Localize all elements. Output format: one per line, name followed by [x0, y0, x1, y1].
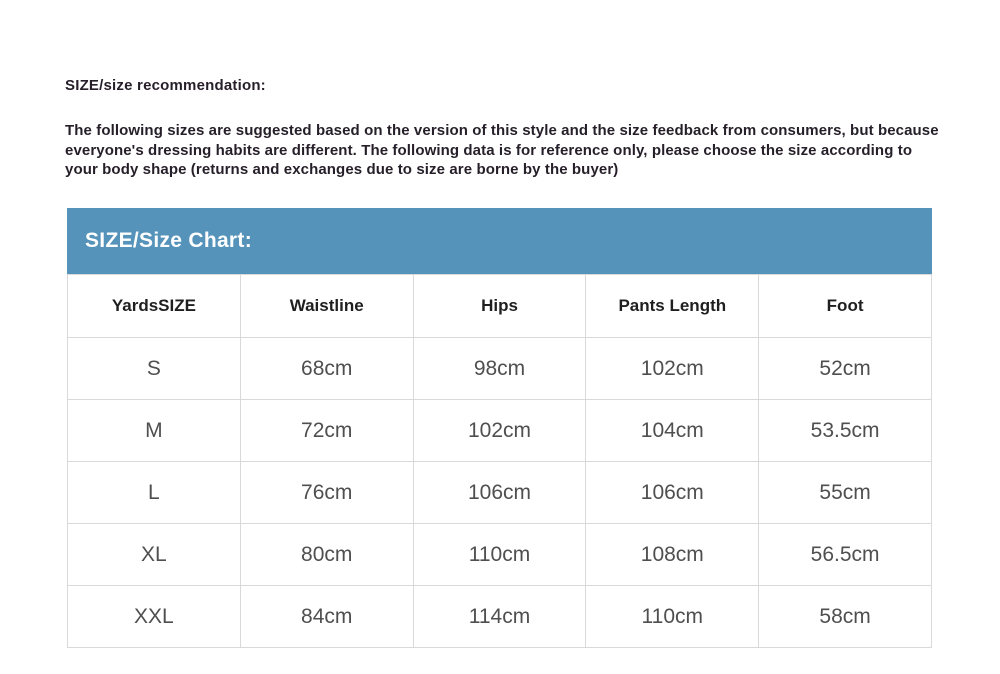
size-cell: XXL	[68, 586, 241, 648]
size-cell: XL	[68, 524, 241, 586]
size-chart	[67, 208, 932, 648]
size-cell: L	[68, 462, 241, 524]
hips-cell: 102cm	[413, 400, 586, 462]
size-recommendation-heading: SIZE/size recommendation:	[65, 77, 266, 94]
foot-cell: 53.5cm	[759, 400, 932, 462]
column-header-foot: Foot	[759, 275, 932, 338]
size-table	[67, 274, 932, 648]
table-row	[68, 400, 932, 462]
hips-cell: 98cm	[413, 338, 586, 400]
size-cell: M	[68, 400, 241, 462]
column-header-pants-length: Pants Length	[586, 275, 759, 338]
pants-length-cell: 102cm	[586, 338, 759, 400]
waistline-cell: 72cm	[240, 400, 413, 462]
column-header-hips: Hips	[413, 275, 586, 338]
hips-cell: 106cm	[413, 462, 586, 524]
pants-length-cell: 108cm	[586, 524, 759, 586]
waistline-cell: 84cm	[240, 586, 413, 648]
table-row	[68, 524, 932, 586]
column-header-waistline: Waistline	[240, 275, 413, 338]
pants-length-cell: 106cm	[586, 462, 759, 524]
foot-cell: 56.5cm	[759, 524, 932, 586]
waistline-cell: 76cm	[240, 462, 413, 524]
table-row	[68, 462, 932, 524]
waistline-cell: 80cm	[240, 524, 413, 586]
column-header-yards-size: YardsSIZE	[68, 275, 241, 338]
hips-cell: 114cm	[413, 586, 586, 648]
size-chart-title: SIZE/Size Chart:	[85, 229, 252, 252]
table-row	[68, 586, 932, 648]
size-chart-title-bar	[67, 208, 932, 274]
table-header-row	[68, 275, 932, 338]
size-cell: S	[68, 338, 241, 400]
hips-cell: 110cm	[413, 524, 586, 586]
waistline-cell: 68cm	[240, 338, 413, 400]
foot-cell: 52cm	[759, 338, 932, 400]
pants-length-cell: 110cm	[586, 586, 759, 648]
table-row	[68, 338, 932, 400]
size-recommendation-text: The following sizes are suggested based on the version of this style and the size feedback from consumers, but because everyone's dressing habits are different. The following data is for reference only, please choose the size according to your body shape (returns and exchanges due to size are borne by the buyer)	[65, 122, 939, 178]
foot-cell: 58cm	[759, 586, 932, 648]
pants-length-cell: 104cm	[586, 400, 759, 462]
foot-cell: 55cm	[759, 462, 932, 524]
